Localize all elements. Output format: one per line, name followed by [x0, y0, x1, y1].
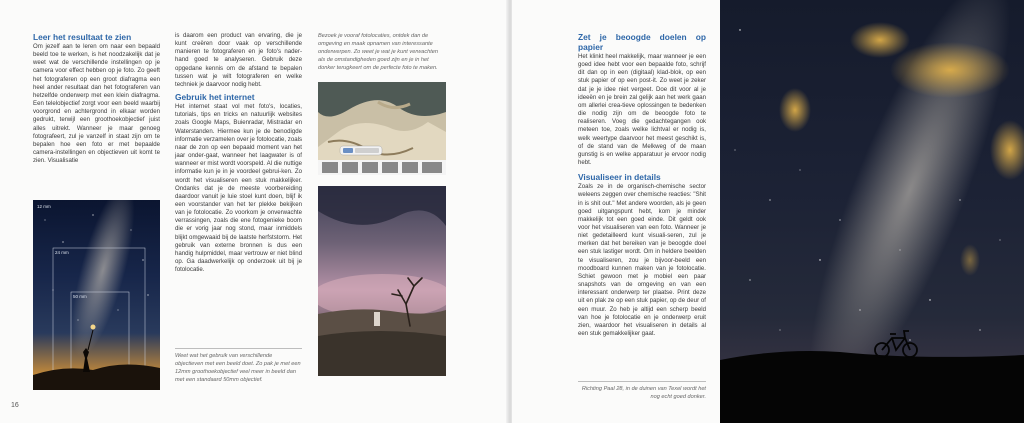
- section-heading: Visualiseer in details: [578, 172, 661, 183]
- left-column-2: [175, 32, 302, 274]
- milky-way-bicycle-photo: [720, 0, 1024, 423]
- lens-label-24mm: 24 mm: [55, 250, 69, 255]
- right-column-1: [578, 32, 706, 338]
- lens-caption: Weet wat het gebruik van verschillende objectieven met een beeld doet. Zo pak je met een 12mm groothoekobjectief veel meer in beeld dan met een standaard 50mm objectief.: [175, 348, 302, 384]
- left-page: [0, 0, 508, 423]
- body-text: Het internet staat vol met foto's, locaties, tutorials, tips en tricks en natuurlijk websites zoals Google Maps, Buienradar, Mistradar en Waterstanden. Hiermee kun je de benodigde informatie verzamelen over je fotolocatie, zoals naar de zon op een bepaald moment van het jaar onder-gaat, wanneer het laagwater is of wanneer er mist wordt voorspeld. Al die nuttige informatie kun je in je voordeel gebrui-ken. Zo wordt het visualiseren een stuk makkelijker. Ondanks dat je de meeste voorbereiding daardoor vanuit je luie stoel kunt doen, blijf ik een voorstander van het ter plekke bekijken van je fotolocatie. Zo voorkom je onverwachte verrassingen, zoals die ene fotogenieke boom die er vorig jaar nog stond, maar inmiddels blijkt omgewaaid bij de laatste herfststorm. Het gebruik van externe bronnen is dus een handig hulpmiddel, maar vertrouw er niet blind op. Ga daadwerkelijk op onderzoek uit bij je fotolocatie.: [175, 103, 303, 274]
- lens-label-50mm: 50 mm: [73, 294, 87, 299]
- left-column-1: [33, 32, 160, 165]
- section-heading: Zet je beoogde doelen op papier: [578, 32, 706, 52]
- right-page: [512, 0, 1024, 423]
- body-text: Zoals ze in de organisch-chemische sector weleens zeggen over chemische reacties: "Shit in is shit out." Met andere woorden, als je geen goed uitgangspunt hebt, kom je minder makkelijk tot een goed einde. Dit geldt ook voor het visualiseren van een foto. Wanneer je niet gedetailleerd kunt visuali-seren, zul je merken dat het bereiken van je beoogde doel een stuk lastiger wordt. Om in heldere beelden te visualiseren, zou je bijvoor-beeld een moodboard kunnen maken van je fotolocatie. Schiet gewoon met je mobiel een paar snapshots van de omgeving en van een interessant onderwerp ter plaatse. Print deze uit en plak ze op een stuk papier, op de deur of een muur. Zo heb je altijd een scherp beeld van hoe je fotolocatie en je onderwerp eruit zien, waardoor het visualiseren in details al een stuk gemakkelijker gaat.: [578, 183, 706, 337]
- page-number: 16: [11, 402, 19, 409]
- bike-caption: Richting Paal 28, in de duinen van Texel wordt het nog echt goed donker.: [578, 381, 706, 401]
- section-heading: Leer het resultaat te zien: [33, 32, 132, 42]
- lens-label-12mm: 12 mm: [37, 204, 51, 209]
- body-text: is daarom een product van ervaring, die je kunt creëren door vaak op verschillende manieren te fotograferen en je foto's nader-hand goed te analyseren. Gebruik deze opgedane kennis om de afstand te bepalen tussen wat je wilt fotograferen en welke techniek je daarvoor nodig hebt.: [175, 32, 302, 88]
- section-heading: Gebruik het internet: [175, 92, 255, 103]
- map-location-photo: [318, 82, 446, 175]
- milky-way-lens-comparison-photo: [33, 200, 160, 390]
- map-caption: Bezoek je vooraf fotolocaties, ontdek dan de omgeving en maak opnamen van interessante onderwerpen. Zo weet je wat je kunt verwachten als de omstandigheden goed zijn en je in het donker terugkeert om de perfecte foto te maken.: [318, 33, 439, 71]
- body-text: Om jezelf aan te leren om naar een bepaald beeld toe te werken, is het noodzakelijk dat je weet wat de verschillende instellingen op je camera voor effect hebben op je foto. Zo geeft het fotograferen op een groot diafragma een heel ander resultaat dan het fotograferen van hetzelfde onderwerp met een klein diafragma. Een telelobjectief zorgt voor een beeld waarbij voorgrond en achtergrond in elkaar worden gedrukt, terwijl een groothoekobjectief juist alles uitrekt. Wanneer je maar genoeg fotografeert, zul je vanzelf in staat zijn om te bepalen hoe een foto er met bepaalde camera-instellingen en objectieven uit komt te zien. Visualisatie: [33, 43, 160, 165]
- body-text: Het klinkt heel makkelijk, maar wanneer je een goed idee hebt voor een bepaalde foto, schrijf dit dan op in een (digitaal) klad-blok, op een stuk papier of op een post-it. Zo weet je zeker dat je je idee niet vergeet. Doe dit voor al je ideeën en je brein zal gelijk aan het werk gaan om allerlei crea-tieve oplossingen te bedenken die nodig zijn om de beoogde foto te realiseren. Voeg die gedachtegangen ook meteen toe, zoals welke lichtval er nodig is, welk weertype daarvoor het meest geschikt is, of de stand van de Melkweg of de maan gunstig is en welke apparatuur je ervoor nodig hebt.: [578, 53, 706, 167]
- dead-tree-sunset-photo: [318, 186, 446, 376]
